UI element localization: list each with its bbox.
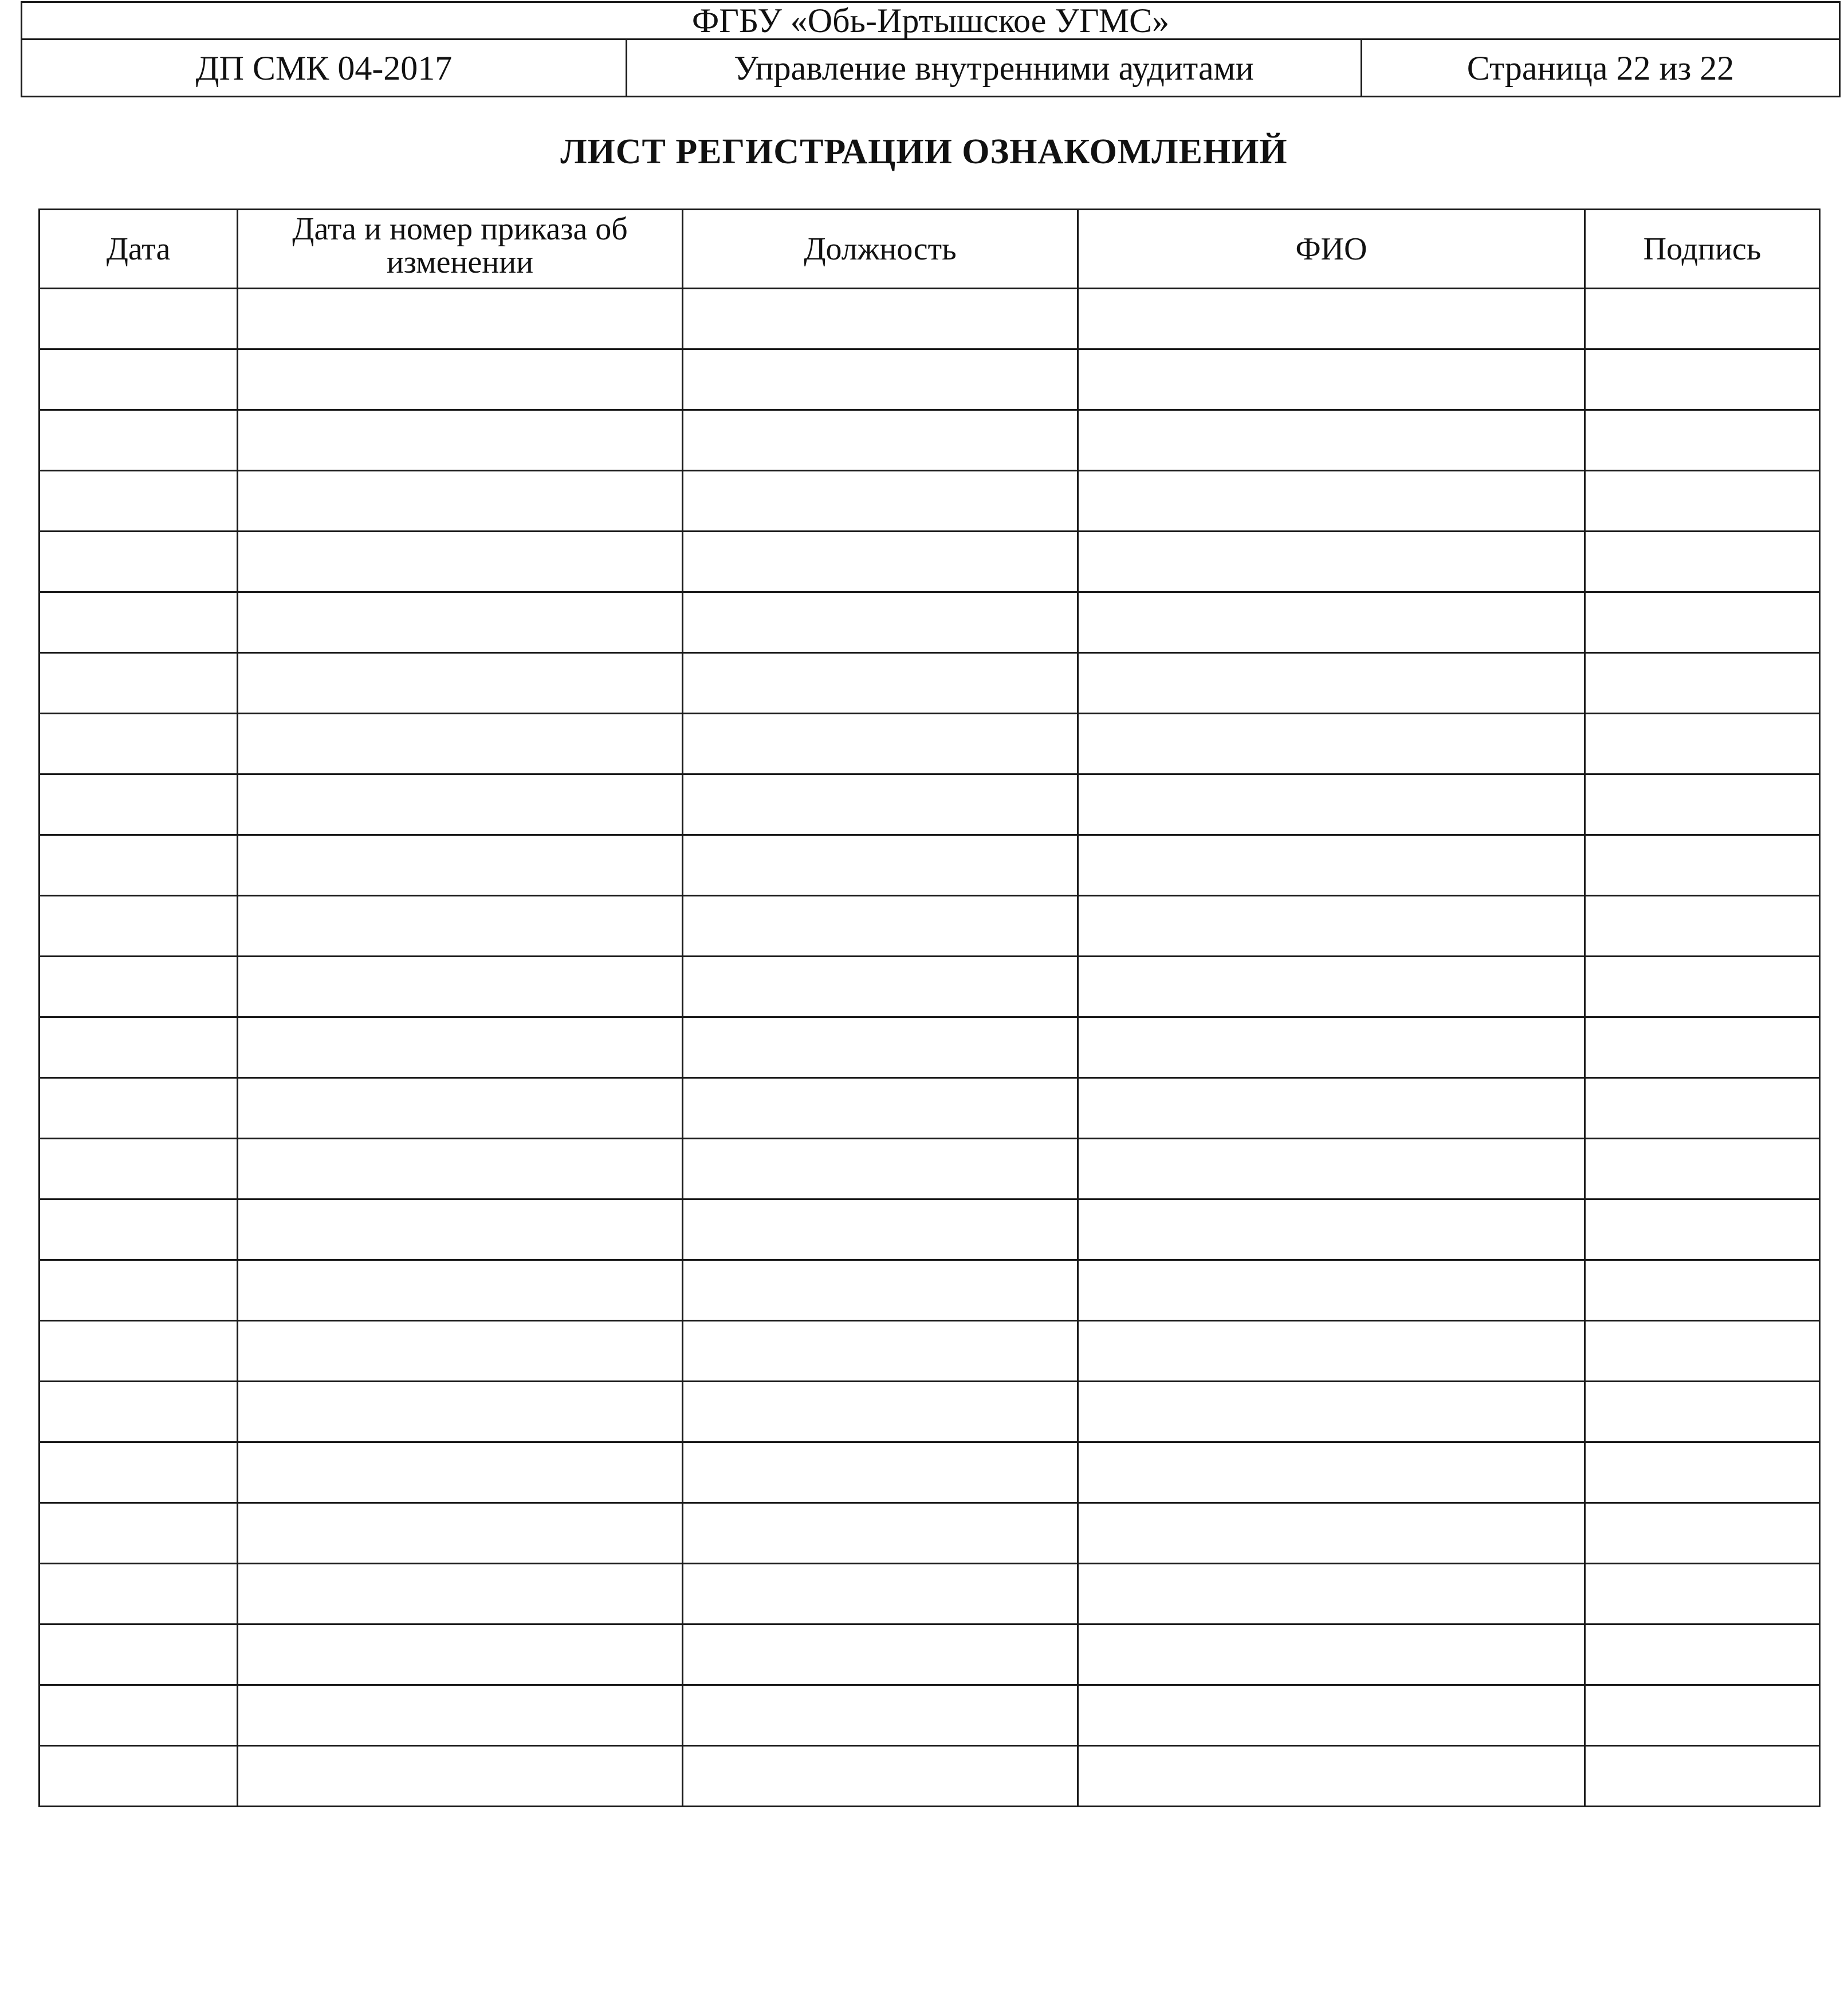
cell-full-name — [1078, 896, 1585, 957]
cell-date — [40, 896, 238, 957]
cell-signature — [1585, 471, 1820, 532]
table-row — [40, 714, 1820, 774]
cell-full-name — [1078, 653, 1585, 714]
cell-position — [683, 1199, 1078, 1260]
cell-signature — [1585, 896, 1820, 957]
cell-date — [40, 1382, 238, 1442]
document-code: ДП СМК 04-2017 — [22, 40, 627, 97]
cell-signature — [1585, 592, 1820, 653]
cell-order — [238, 1746, 683, 1807]
cell-date — [40, 774, 238, 835]
cell-signature — [1585, 1078, 1820, 1139]
table-row — [40, 349, 1820, 410]
cell-order — [238, 714, 683, 774]
cell-order — [238, 896, 683, 957]
cell-full-name — [1078, 471, 1585, 532]
table-body — [40, 289, 1820, 1807]
cell-full-name — [1078, 1625, 1585, 1685]
cell-order — [238, 592, 683, 653]
cell-position — [683, 1503, 1078, 1564]
cell-order — [238, 774, 683, 835]
cell-order — [238, 1564, 683, 1625]
cell-position — [683, 349, 1078, 410]
cell-date — [40, 1503, 238, 1564]
cell-position — [683, 1321, 1078, 1382]
cell-signature — [1585, 835, 1820, 896]
cell-date — [40, 1625, 238, 1685]
column-header-label: Подпись — [1643, 231, 1762, 267]
table-row — [40, 1139, 1820, 1199]
cell-position — [683, 1564, 1078, 1625]
cell-full-name — [1078, 1139, 1585, 1199]
cell-date — [40, 471, 238, 532]
cell-full-name — [1078, 774, 1585, 835]
header-meta-row — [22, 40, 1840, 97]
header-organization-row — [22, 2, 1840, 40]
cell-order — [238, 1685, 683, 1746]
cell-full-name — [1078, 1321, 1585, 1382]
cell-full-name — [1078, 1260, 1585, 1321]
cell-position — [683, 1442, 1078, 1503]
table-row — [40, 289, 1820, 349]
table-row — [40, 1199, 1820, 1260]
cell-order — [238, 1442, 683, 1503]
cell-date — [40, 1139, 238, 1199]
cell-order — [238, 1382, 683, 1442]
table-row — [40, 835, 1820, 896]
cell-signature — [1585, 532, 1820, 592]
cell-signature — [1585, 1139, 1820, 1199]
table-header-row — [40, 210, 1820, 289]
cell-full-name — [1078, 532, 1585, 592]
column-header-full-name — [1078, 210, 1585, 289]
cell-full-name — [1078, 1503, 1585, 1564]
table-row — [40, 592, 1820, 653]
cell-signature — [1585, 774, 1820, 835]
cell-position — [683, 471, 1078, 532]
cell-full-name — [1078, 1078, 1585, 1139]
cell-date — [40, 592, 238, 653]
cell-signature — [1585, 1382, 1820, 1442]
cell-signature — [1585, 714, 1820, 774]
cell-order — [238, 1078, 683, 1139]
cell-order — [238, 532, 683, 592]
cell-full-name — [1078, 957, 1585, 1017]
cell-full-name — [1078, 349, 1585, 410]
cell-date — [40, 1078, 238, 1139]
cell-signature — [1585, 1746, 1820, 1807]
column-header-label: Дата и номер приказа об изменении — [292, 211, 628, 280]
cell-signature — [1585, 1260, 1820, 1321]
cell-position — [683, 1260, 1078, 1321]
column-header-label: ФИО — [1295, 231, 1367, 267]
table-row — [40, 957, 1820, 1017]
document-title: Управление внутренними аудитами — [627, 40, 1362, 97]
table-row — [40, 1260, 1820, 1321]
cell-position — [683, 289, 1078, 349]
cell-order — [238, 1321, 683, 1382]
cell-date — [40, 289, 238, 349]
cell-order — [238, 349, 683, 410]
cell-signature — [1585, 957, 1820, 1017]
cell-order — [238, 410, 683, 471]
cell-full-name — [1078, 1017, 1585, 1078]
cell-full-name — [1078, 1199, 1585, 1260]
table-row — [40, 471, 1820, 532]
cell-signature — [1585, 1321, 1820, 1382]
cell-signature — [1585, 1017, 1820, 1078]
cell-order — [238, 1017, 683, 1078]
cell-position — [683, 957, 1078, 1017]
cell-signature — [1585, 289, 1820, 349]
cell-date — [40, 835, 238, 896]
cell-position — [683, 774, 1078, 835]
cell-full-name — [1078, 835, 1585, 896]
cell-full-name — [1078, 410, 1585, 471]
table-row — [40, 1625, 1820, 1685]
cell-position — [683, 1139, 1078, 1199]
cell-full-name — [1078, 289, 1585, 349]
cell-order — [238, 1625, 683, 1685]
cell-date — [40, 1199, 238, 1260]
cell-order — [238, 835, 683, 896]
cell-signature — [1585, 653, 1820, 714]
cell-date — [40, 532, 238, 592]
cell-signature — [1585, 410, 1820, 471]
cell-date — [40, 1017, 238, 1078]
cell-position — [683, 835, 1078, 896]
cell-full-name — [1078, 1685, 1585, 1746]
cell-date — [40, 349, 238, 410]
page-title: ЛИСТ РЕГИСТРАЦИИ ОЗНАКОМЛЕНИЙ — [560, 132, 1288, 171]
cell-full-name — [1078, 1746, 1585, 1807]
column-header-signature — [1585, 210, 1820, 289]
cell-date — [40, 410, 238, 471]
table-row — [40, 1503, 1820, 1564]
cell-order — [238, 1139, 683, 1199]
table-row — [40, 1564, 1820, 1625]
cell-order — [238, 957, 683, 1017]
table-row — [40, 1382, 1820, 1442]
cell-full-name — [1078, 592, 1585, 653]
cell-position — [683, 1746, 1078, 1807]
cell-position — [683, 1685, 1078, 1746]
cell-position — [683, 653, 1078, 714]
cell-full-name — [1078, 1442, 1585, 1503]
cell-order — [238, 653, 683, 714]
cell-order — [238, 471, 683, 532]
column-header-position — [683, 210, 1078, 289]
cell-date — [40, 1564, 238, 1625]
cell-order — [238, 1199, 683, 1260]
cell-date — [40, 1746, 238, 1807]
column-header-order — [238, 210, 683, 289]
table-row — [40, 653, 1820, 714]
cell-order — [238, 289, 683, 349]
cell-position — [683, 1625, 1078, 1685]
table-row — [40, 896, 1820, 957]
cell-full-name — [1078, 714, 1585, 774]
cell-order — [238, 1260, 683, 1321]
cell-position — [683, 714, 1078, 774]
table-row — [40, 1442, 1820, 1503]
document-header — [21, 1, 1841, 97]
cell-position — [683, 592, 1078, 653]
cell-date — [40, 1685, 238, 1746]
cell-signature — [1585, 1564, 1820, 1625]
cell-date — [40, 1442, 238, 1503]
cell-position — [683, 410, 1078, 471]
registration-table — [38, 209, 1821, 1807]
cell-full-name — [1078, 1382, 1585, 1442]
column-header-label: Дата — [106, 231, 171, 267]
cell-position — [683, 896, 1078, 957]
table-row — [40, 1078, 1820, 1139]
table-row — [40, 774, 1820, 835]
table-row — [40, 1321, 1820, 1382]
column-header-date — [40, 210, 238, 289]
cell-order — [238, 1503, 683, 1564]
cell-position — [683, 1078, 1078, 1139]
column-header-label: Должность — [804, 231, 957, 267]
table-row — [40, 1017, 1820, 1078]
table-row — [40, 532, 1820, 592]
cell-position — [683, 1382, 1078, 1442]
cell-signature — [1585, 1503, 1820, 1564]
cell-signature — [1585, 1625, 1820, 1685]
table-row — [40, 410, 1820, 471]
cell-signature — [1585, 1685, 1820, 1746]
cell-date — [40, 714, 238, 774]
cell-date — [40, 1321, 238, 1382]
cell-signature — [1585, 1442, 1820, 1503]
cell-signature — [1585, 1199, 1820, 1260]
cell-date — [40, 1260, 238, 1321]
page-info: Страница 22 из 22 — [1362, 40, 1840, 97]
organization-name: ФГБУ «Обь-Иртышское УГМС» — [22, 2, 1840, 40]
table-row — [40, 1685, 1820, 1746]
cell-position — [683, 1017, 1078, 1078]
cell-date — [40, 957, 238, 1017]
table-row — [40, 1746, 1820, 1807]
cell-date — [40, 653, 238, 714]
cell-position — [683, 532, 1078, 592]
cell-full-name — [1078, 1564, 1585, 1625]
cell-signature — [1585, 349, 1820, 410]
